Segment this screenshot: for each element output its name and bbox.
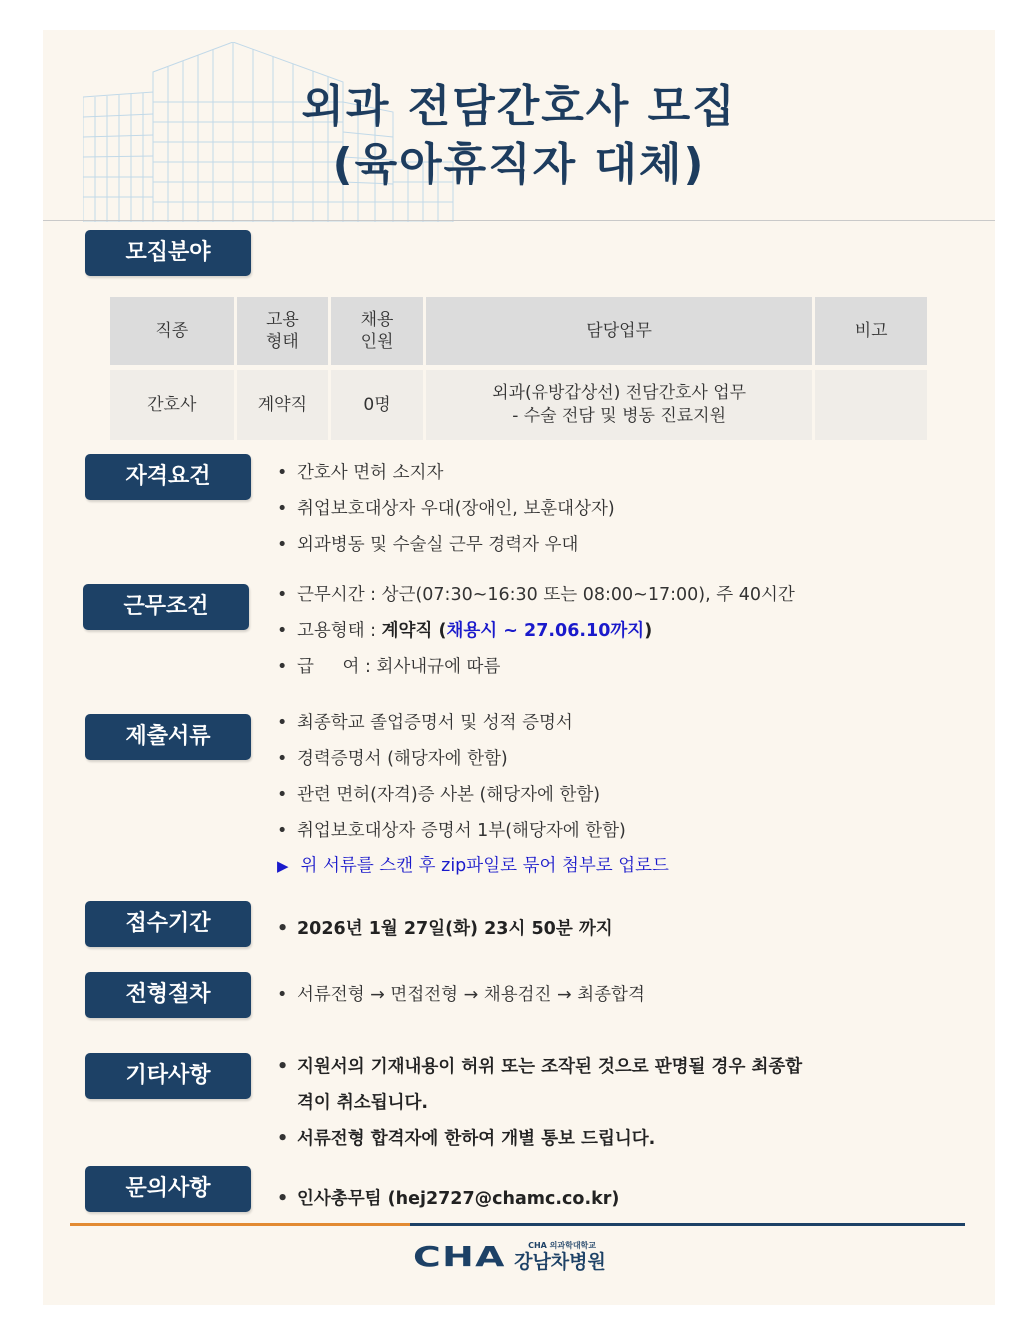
cell-duty: [426, 370, 812, 440]
process-list: [275, 977, 645, 1013]
list-item: • 경력증명서 (해당자에 한함): [275, 741, 626, 777]
employment-close: ): [644, 621, 653, 641]
header-remark: 비고: [815, 297, 927, 365]
table-row: [110, 370, 927, 440]
list-item: • 인사총무팀 (hej2727@chamc.co.kr): [275, 1181, 619, 1217]
list-item: • 관련 면허(자격)증 사본 (해당자에 한함): [275, 777, 626, 813]
list-item: • 근무시간 : 상근(07:30~16:30 또는 08:00~17:00), 주 40시간: [275, 577, 795, 613]
title-line-1: 외과 전담간호사 모집: [301, 81, 737, 132]
section-label-period: 접수기간: [85, 901, 251, 947]
cell-duty-line1: 외과(유방갑상선) 전담간호사 업무: [492, 383, 747, 403]
logo-university: CHA 의과학대학교: [528, 1241, 597, 1250]
header-employment: [237, 297, 329, 365]
title-line-2: (육아휴직자 대체): [332, 139, 706, 190]
list-item: • 외과병동 및 수술실 근무 경력자 우대: [275, 527, 615, 563]
footer-divider-navy: [410, 1223, 965, 1226]
list-item: • 취업보호대상자 우대(장애인, 보훈대상자): [275, 491, 615, 527]
employment-open: (: [432, 621, 447, 641]
header-divider: [43, 220, 995, 221]
documents-list: [275, 705, 626, 849]
cell-employment: 계약직: [237, 370, 329, 440]
contact-list: [275, 1181, 619, 1217]
header-headcount: [331, 297, 423, 365]
section-label-contact: 문의사항: [85, 1166, 251, 1212]
employment-type: 계약직: [381, 621, 433, 641]
header-job: 직종: [110, 297, 234, 365]
section-label-documents: 제출서류: [85, 714, 251, 760]
list-item: • 서류전형 합격자에 한하여 개별 통보 드립니다.: [275, 1121, 815, 1157]
cell-headcount: 0명: [331, 370, 423, 440]
list-item: • 지원서의 기재내용이 허위 또는 조작된 것으로 판명될 경우 최종합격이 취소됩니다.: [275, 1049, 815, 1121]
employment-period: 채용시 ~ 27.06.10까지: [446, 621, 645, 641]
header-headcount-line1: 채용: [360, 310, 394, 330]
period-list: [275, 911, 613, 947]
list-item: • 간호사 면허 소지자: [275, 455, 615, 491]
section-label-qualifications: 자격요건: [85, 454, 251, 500]
page-title: [43, 78, 995, 194]
table-header-row: [110, 297, 927, 365]
documents-note-text: 위 서류를 스캔 후 zip파일로 묶어 첨부로 업로드: [300, 856, 669, 876]
footer-divider: [70, 1223, 965, 1226]
documents-note: [277, 852, 669, 877]
header-employment-line2: 형태: [265, 332, 299, 352]
play-triangle-icon: ▶: [277, 857, 289, 875]
employment-prefix: 고용형태 :: [297, 621, 382, 641]
conditions-list: [275, 577, 795, 685]
header-duty: 담당업무: [426, 297, 812, 365]
header-employment-line1: 고용: [265, 310, 299, 330]
header-headcount-line2: 인원: [360, 332, 394, 352]
cha-logo-mark: CHA: [413, 1240, 506, 1273]
list-item: • 최종학교 졸업증명서 및 성적 증명서: [275, 705, 626, 741]
footer-divider-orange: [70, 1223, 410, 1226]
cell-duty-line2: - 수술 전담 및 병동 진료지원: [512, 406, 727, 426]
list-item: • 2026년 1월 27일(화) 23시 50분 까지: [275, 911, 613, 947]
etc-list: [275, 1049, 815, 1157]
logo-hospital-name: 강남차병원: [514, 1251, 606, 1273]
section-label-etc: 기타사항: [85, 1053, 251, 1099]
list-item: • 취업보호대상자 증명서 1부(해당자에 한함): [275, 813, 626, 849]
list-item: • 급 여 : 회사내규에 따름: [275, 649, 795, 685]
list-item: • 서류전형 → 면접전형 → 채용검진 → 최종합격: [275, 977, 645, 1013]
cell-job: 간호사: [110, 370, 234, 440]
hospital-logo: [413, 1240, 606, 1273]
cell-remark: [815, 370, 927, 440]
poster: [43, 30, 995, 1305]
recruit-table: [107, 292, 930, 445]
qualifications-list: [275, 455, 615, 563]
section-label-conditions: 근무조건: [83, 584, 249, 630]
list-item: [275, 613, 795, 649]
section-label-recruit: 모집분야: [85, 230, 251, 276]
section-label-process: 전형절차: [85, 972, 251, 1018]
